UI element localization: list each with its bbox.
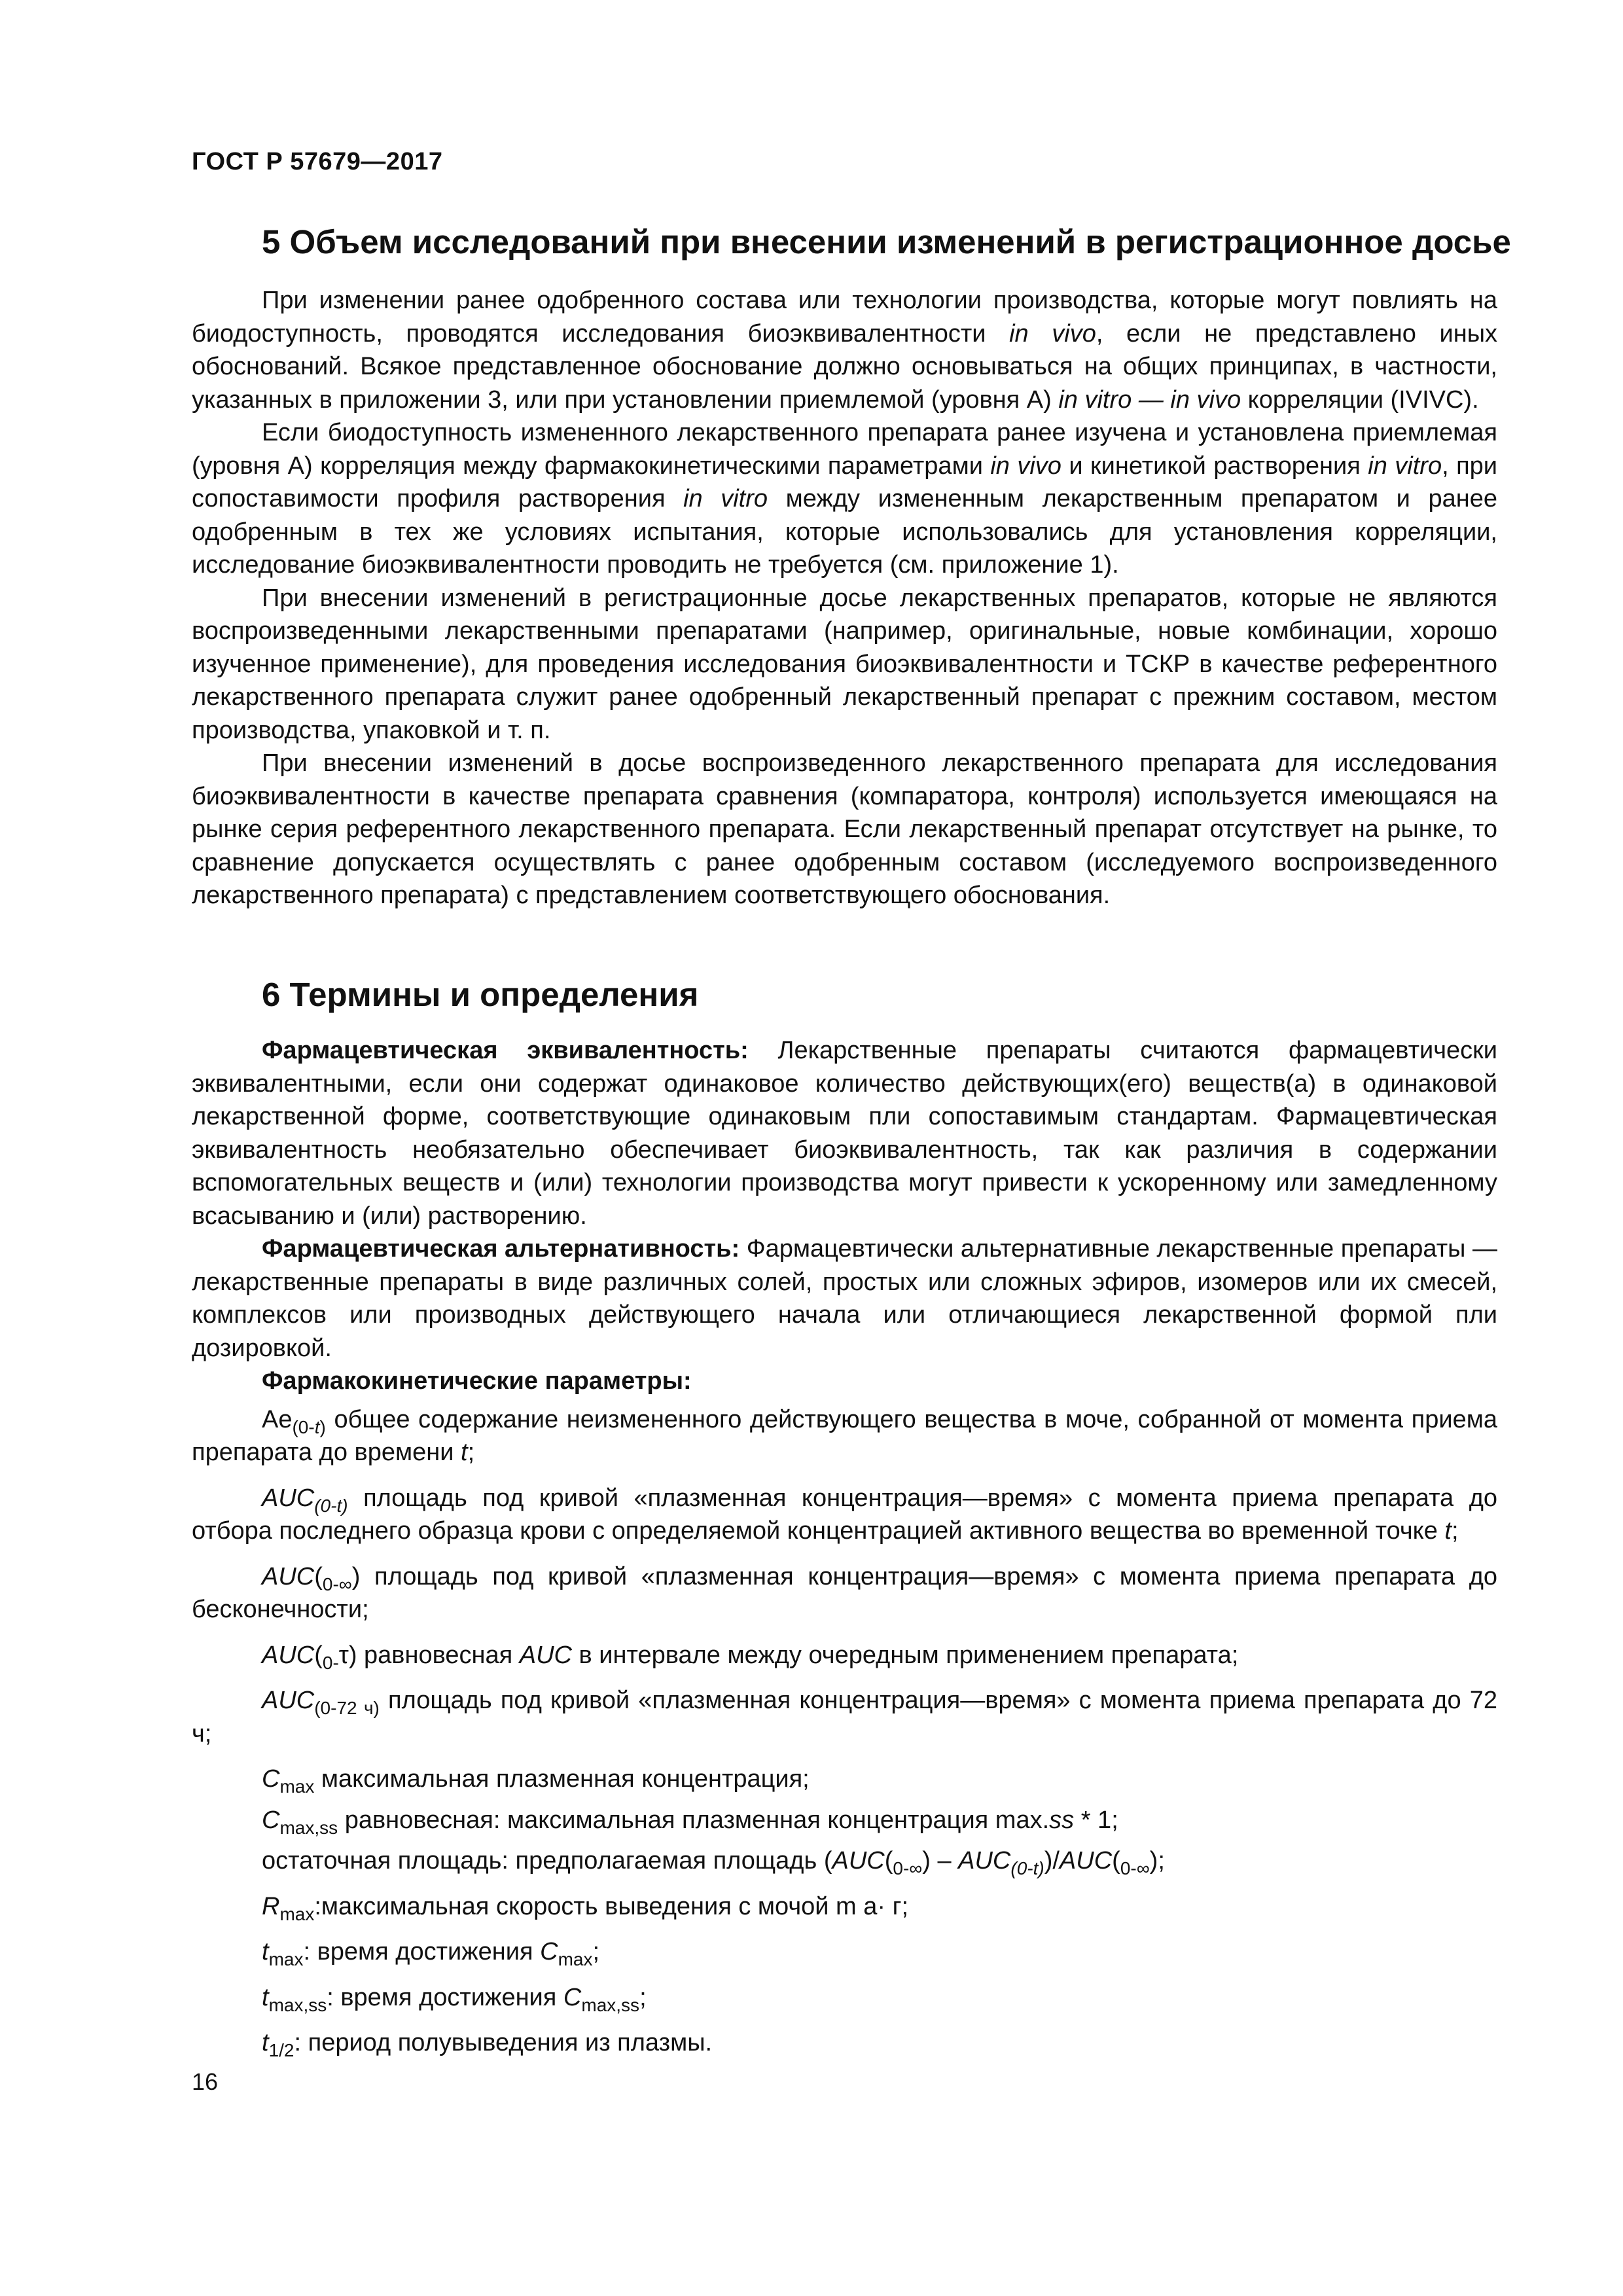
param-t-half: $t_{1/2}$: период полувыведения из плазмы. xyxy=(262,2029,713,2060)
param-rmax: $R_{max}:максимальная$ скорость выведения с мочой m а· г; xyxy=(262,1892,909,1924)
param-cmax-ss: $C_{max,ss}$ равновесная: максимальная плазменная концентрация max.ss * 1; xyxy=(262,1806,1118,1838)
param-residual-area: остаточная площадь: предполагаемая площадь $(AUC(_{0-\infty}) - AUC_{(0-t)})/AUC(_{0-\infty})$; xyxy=(262,1847,1165,1878)
param-cmax: $C_{max}$ максимальная плазменная концентрация; xyxy=(262,1765,810,1797)
section-5-paragraph-1: При изменении ранее одобренного состава или технологии производства, которые могут повлиять на биодоступность, проводятся исследования биоэквивалентности in vivo, если не представлено иных обоснований. Всякое представленное обоснование должно основываться на общих принципах, в частности, указанных в приложении 3, или при установлении приемлемой (уровня А) in vitro — in vivo корреляции (IVIVC). xyxy=(192,287,1498,414)
section-5-body xyxy=(192,284,1497,912)
param-auc-0-tau: $AUC(_{0-}\tau)$ равновесная AUC в интервале между очередным применением препарата; xyxy=(262,1641,1239,1673)
param-tmax-ss: $t_{max,ss}$: время достижения $C_{max,ss}$; xyxy=(262,1983,647,2015)
standard-designation: ГОСТ Р 57679—2017 xyxy=(192,148,443,175)
param-tmax: $t_{max}$: время достижения $C_{max}$; xyxy=(262,1938,600,1969)
section-5-title: 5 Объем исследований при внесении изменений в регистрационное досье xyxy=(262,223,1511,260)
page-number: 16 xyxy=(192,2068,219,2095)
term-label: Фармацевтическая альтернативность: xyxy=(262,1235,740,1263)
section-6-title: 6 Термины и определения xyxy=(262,976,699,1013)
pk-parameters-heading: Фармакокинетические параметры: xyxy=(262,1367,692,1395)
param-auc-0-t: $AUC_{(0-t)}$ площадь под кривой «плазменная концентрация—время» с момента приема препарата до отбора последнего образца крови с определяемой концентрацией активного вещества во временной точке t; xyxy=(192,1484,1497,1545)
section-5-paragraph-2: Если биодоступность измененного лекарственного препарата ранее изучена и установлена приемлемая (уровня А) корреляция между фармакокинетическими параметрами in vivo и кинетикой растворения in vitro, при сопоставимости профиля растворения in vitro между измененным лекарственным препаратом и ранее одобренным в тех же условиях испытания, которые использовались для установления корреляции, исследование биоэквивалентности проводить не требуется (см. приложение 1). xyxy=(192,419,1498,579)
definition-pharmaceutical-equivalence: Фармацевтическая эквивалентность: Лекарственные препараты считаются фармацевтически эквивалентными, если они содержат одинаковое количество действующих(его) веществ(а) в одинаковой лекарственной форме, соответствующие одинаковым пли сопоставимым стандартам. Фармацевтическая эквивалентность необязательно обеспечивает биоэквивалентность, так как различия в содержании вспомогательных веществ и (или) технологии производства могут привести к ускоренному или замедленному всасыванию и (или) растворению. xyxy=(192,1037,1497,1230)
term-label: Фармацевтическая эквивалентность: xyxy=(262,1037,749,1064)
param-auc-0-inf: $AUC(_{0-\infty})$ площадь под кривой «плазменная концентрация—время» с момента приема препарата до бесконечности; xyxy=(192,1562,1497,1623)
param-ae: $Ae_{(0-t)}$ общее содержание неизмененного действующего вещества в моче, собранной от момента приема препарата до времени t; xyxy=(192,1405,1497,1466)
section-6-body xyxy=(192,1034,1497,2060)
section-5-paragraph-3: При внесении изменений в регистрационные досье лекарственных препаратов, которые не являются воспроизведенными лекарственными препаратами (например, оригинальные, новые комбинации, хорошо изученное применение), для проведения исследования биоэквивалентности и ТСКР в качестве референтного лекарственного препарата служит ранее одобренный лекарственный препарат с прежним составом, местом производства, упаковкой и т. п. xyxy=(192,584,1497,744)
section-5-paragraph-4: При внесении изменений в досье воспроизведенного лекарственного препарата для исследования биоэквивалентности в качестве препарата сравнения (компаратора, контроля) используется имеющаяся на рынке серия референтного лекарственного препарата. Если лекарственный препарат отсутствует на рынке, то сравнение допускается осуществлять с ранее одобренным составом (исследуемого воспроизведенного лекарственного препарата) с представлением соответствующего обоснования. xyxy=(192,749,1497,909)
definition-pharmaceutical-alternativeness: Фармацевтическая альтернативность: Фармацевтически альтернативные лекарственные препараты — лекарственные препараты в виде различных солей, простых или сложных эфиров, изомеров или их смесей, комплексов или производных действующего начала или отличающиеся лекарственной формой пли дозировкой. xyxy=(192,1235,1497,1362)
param-auc-0-72: $AUC_{(0-72 ч)}$ площадь под кривой «плазменная концентрация—время» с момента приема препарата до 72 ч; xyxy=(192,1687,1497,1748)
